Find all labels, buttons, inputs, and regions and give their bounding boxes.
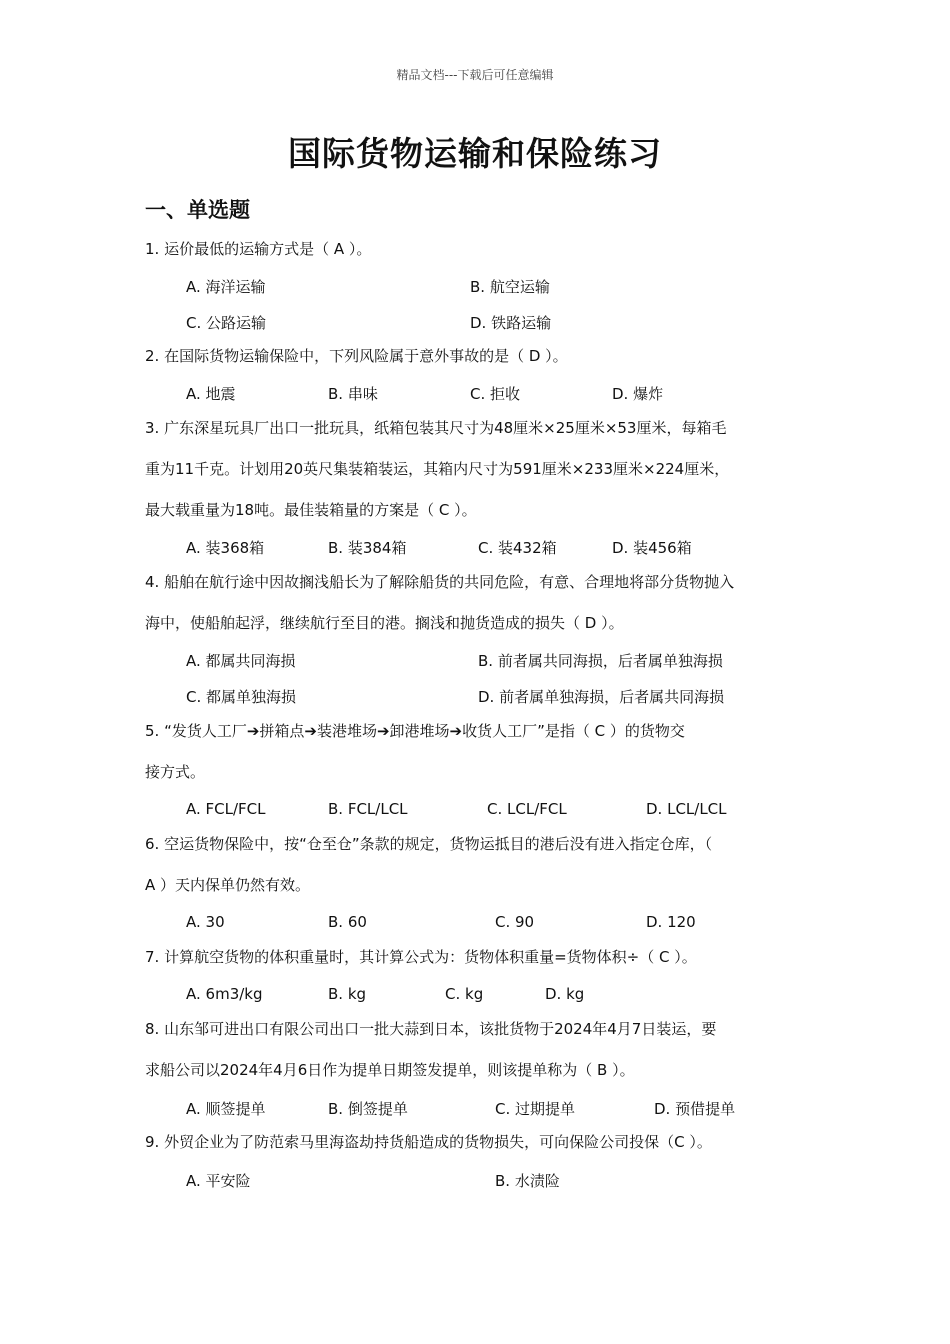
question-3-line-2: 重为11千克。计划用20英尺集装箱装运，其箱内尺寸为591厘米×233厘米×224厘米，: [145, 460, 730, 478]
question-3-option-a: A. 装368箱: [186, 539, 265, 557]
question-5-line-1: 5. “发货人工厂➔拼箱点➔装港堆场➔卸港堆场➔收货人工厂”是指（ C ）的货物交: [145, 722, 685, 740]
question-2-option-a: A. 地震: [186, 385, 236, 403]
question-7-line-1: 7. 计算航空货物的体积重量时，其计算公式为：货物体积重量=货物体积÷（ C ）。: [145, 948, 697, 966]
question-1-option-b: B. 航空运输: [470, 278, 550, 296]
document-title: 国际货物运输和保险练习: [288, 134, 662, 173]
question-5-option-a: A. FCL/FCL: [186, 800, 266, 818]
question-3-line-1: 3. 广东深星玩具厂出口一批玩具，纸箱包装其尺寸为48厘米×25厘米×53厘米，每箱毛: [145, 419, 727, 437]
question-6-option-a: A. 30: [186, 913, 225, 931]
question-8-line-1: 8. 山东邹可进出口有限公司出口一批大蒜到日本，该批货物于2024年4月7日装运，要: [145, 1020, 717, 1038]
question-2-option-d: D. 爆炸: [612, 385, 664, 403]
question-8-option-a: A. 顺签提单: [186, 1100, 266, 1118]
question-2-line-1: 2. 在国际货物运输保险中，下列风险属于意外事故的是（ D ）。: [145, 347, 568, 365]
question-5-line-2: 接方式。: [145, 763, 206, 781]
question-6-option-c: C. 90: [495, 913, 535, 931]
question-3-option-c: C. 装432箱: [478, 539, 557, 557]
question-7-option-d: D. kg: [545, 985, 585, 1003]
question-4-line-2: 海中，使船舶起浮，继续航行至目的港。搁浅和抛货造成的损失（ D ）。: [145, 614, 624, 632]
question-5-option-d: D. LCL/LCL: [646, 800, 727, 818]
question-8-option-c: C. 过期提单: [495, 1100, 576, 1118]
question-5-option-c: C. LCL/FCL: [487, 800, 567, 818]
question-1-option-a: A. 海洋运输: [186, 278, 266, 296]
question-4-line-1: 4. 船舶在航行途中因故搁浅船长为了解除船货的共同危险，有意、合理地将部分货物抛入: [145, 573, 735, 591]
question-1-line-1: 1. 运价最低的运输方式是（ A ）。: [145, 240, 372, 258]
question-2-option-b: B. 串味: [328, 385, 378, 403]
question-6-line-2: A ）天内保单仍然有效。: [145, 876, 311, 894]
question-8-line-2: 求船公司以2024年4月6日作为提单日期签发提单，则该提单称为（ B ）。: [145, 1061, 635, 1079]
question-3-line-3: 最大载重量为18吨。最佳装箱量的方案是（ C ）。: [145, 501, 477, 519]
question-3-option-b: B. 装384箱: [328, 539, 407, 557]
question-6-option-b: B. 60: [328, 913, 367, 931]
question-6-line-1: 6. 空运货物保险中，按“仓至仓”条款的规定，货物运抵目的港后没有进入指定仓库，（: [145, 835, 713, 853]
question-4-option-a: A. 都属共同海损: [186, 652, 296, 670]
question-2-option-c: C. 拒收: [470, 385, 521, 403]
question-8-option-d: D. 预借提单: [654, 1100, 736, 1118]
question-6-option-d: D. 120: [646, 913, 696, 931]
page-header: 精品文档---下载后可任意编辑: [396, 68, 554, 82]
question-1-option-c: C. 公路运输: [186, 314, 267, 332]
question-9-option-b: B. 水渍险: [495, 1172, 560, 1190]
question-4-option-b: B. 前者属共同海损，后者属单独海损: [478, 652, 723, 670]
question-9-line-1: 9. 外贸企业为了防范索马里海盗劫持货船造成的货物损失，可向保险公司投保（C ）。: [145, 1133, 712, 1151]
question-3-option-d: D. 装456箱: [612, 539, 692, 557]
section-heading: 一、单选题: [145, 198, 250, 222]
question-7-option-c: C. kg: [445, 985, 484, 1003]
question-7-option-b: B. kg: [328, 985, 367, 1003]
question-8-option-b: B. 倒签提单: [328, 1100, 408, 1118]
question-1-option-d: D. 铁路运输: [470, 314, 552, 332]
question-4-option-d: D. 前者属单独海损，后者属共同海损: [478, 688, 725, 706]
question-7-option-a: A. 6m3/kg: [186, 985, 263, 1003]
question-4-option-c: C. 都属单独海损: [186, 688, 297, 706]
question-9-option-a: A. 平安险: [186, 1172, 251, 1190]
question-5-option-b: B. FCL/LCL: [328, 800, 408, 818]
